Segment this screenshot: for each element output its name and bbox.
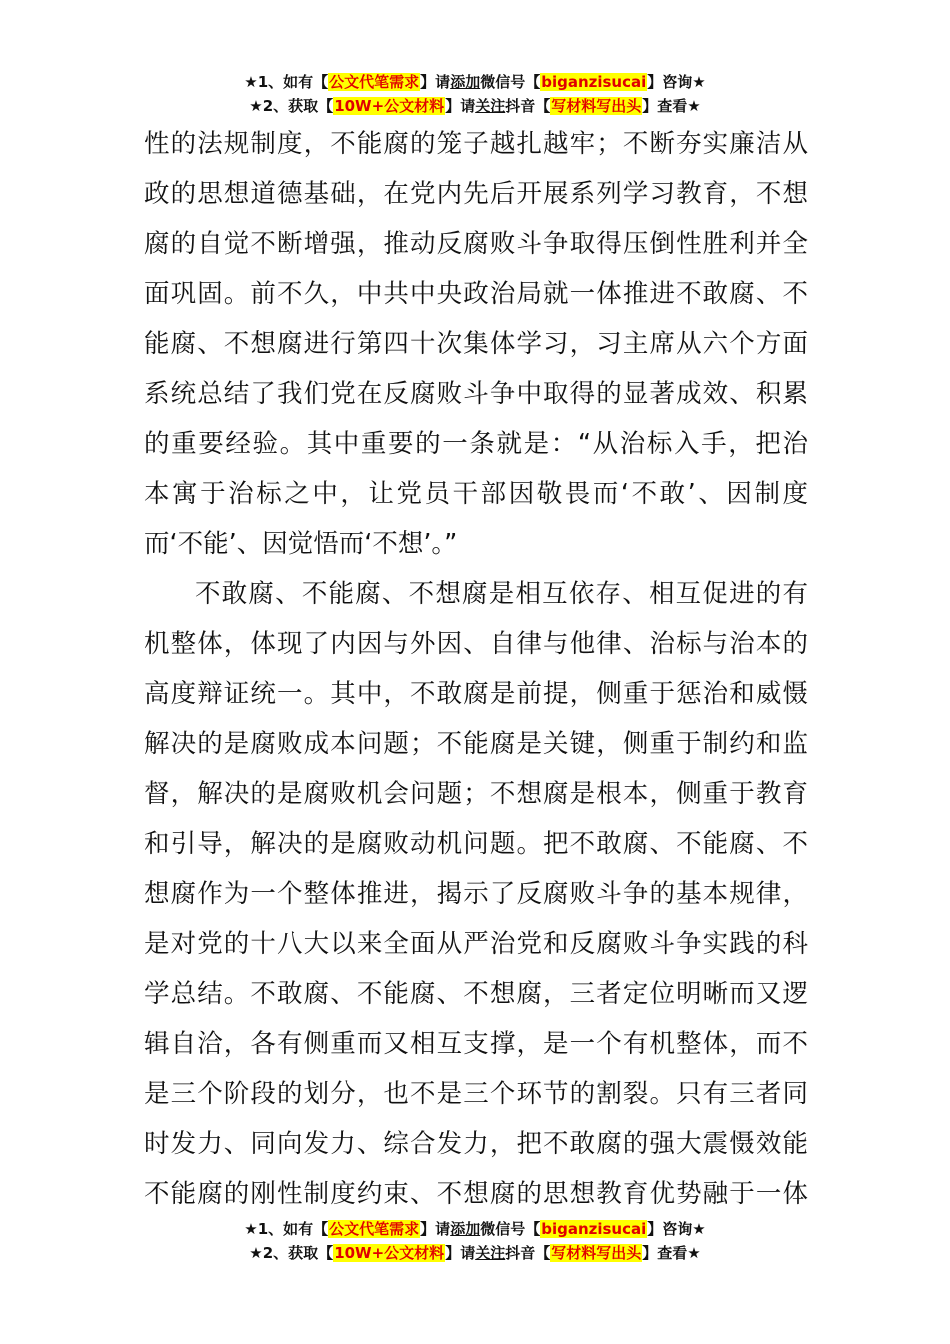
text-line: 督，解决的是腐败机会问题；不想腐是根本，侧重于教育: [144, 779, 808, 809]
text-line: 机整体，体现了内因与外因、自律与他律、治标与治本的: [144, 629, 808, 659]
banner-line-2: ★2、获取【10W+公文材料】请关注抖音【写材料写出头】查看★: [249, 97, 701, 115]
text-line: 学总结。不敢腐、不能腐、不想腐，三者定位明晰而又逻: [144, 979, 808, 1009]
text-line: 不能腐的刚性制度约束、不想腐的思想教育优势融于一体: [144, 1179, 808, 1209]
text-line: 腐的自觉不断增强，推动反腐败斗争取得压倒性胜利并全: [144, 229, 808, 259]
text-line: 高度辩证统一。其中，不敢腐是前提，侧重于惩治和威慑: [144, 679, 808, 709]
header-banner: [0, 70, 950, 118]
text-line: 解决的是腐败成本问题；不能腐是关键，侧重于制约和监: [144, 729, 808, 759]
text-line: 辑自洽，各有侧重而又相互支撑，是一个有机整体，而不: [144, 1029, 808, 1059]
banner-highlight: biganzisucai: [541, 73, 647, 91]
text-line: 和引导，解决的是腐败动机问题。把不敢腐、不能腐、不: [144, 829, 808, 859]
banner-line-2: ★2、获取【10W+公文材料】请关注抖音【写材料写出头】查看★: [249, 1244, 701, 1262]
banner-highlight: 公文代笔需求: [329, 73, 420, 91]
paragraph-start-line: 不敢腐、不能腐、不想腐是相互依存、相互促进的有: [195, 579, 808, 609]
text-line: 系统总结了我们党在反腐败斗争中取得的显著成效、积累: [144, 379, 808, 409]
text-line: 本寓于治标之中，让党员干部因敬畏而‘不敢’、因制度: [144, 479, 808, 509]
banner-highlight: 10W+公文材料: [334, 1244, 445, 1262]
banner-highlight: biganzisucai: [541, 1220, 647, 1238]
banner-line-1: ★1、如有【公文代笔需求】请添加微信号【biganzisucai】咨询★: [244, 1220, 706, 1238]
banner-highlight: 写材料写出头: [551, 1244, 642, 1262]
text-line: 的重要经验。其中重要的一条就是：“从治标入手，把治: [144, 429, 808, 459]
text-line: 而‘不能’、因觉悟而‘不想’。”: [144, 529, 458, 559]
text-line: 性的法规制度，不能腐的笼子越扎越牢；不断夯实廉洁从: [144, 129, 808, 159]
text-line: 时发力、同向发力、综合发力，把不敢腐的强大震慑效能: [144, 1129, 808, 1159]
banner-highlight: 10W+公文材料: [334, 97, 445, 115]
document-body: [144, 119, 808, 1219]
banner-line-1: ★1、如有【公文代笔需求】请添加微信号【biganzisucai】咨询★: [244, 73, 706, 91]
text-line: 是对党的十八大以来全面从严治党和反腐败斗争实践的科: [144, 929, 808, 959]
text-line: 面巩固。前不久，中共中央政治局就一体推进不敢腐、不: [144, 279, 808, 309]
text-line: 政的思想道德基础，在党内先后开展系列学习教育，不想: [144, 179, 808, 209]
text-line: 能腐、不想腐进行第四十次集体学习，习主席从六个方面: [144, 329, 808, 359]
banner-highlight: 写材料写出头: [551, 97, 642, 115]
banner-highlight: 公文代笔需求: [329, 1220, 420, 1238]
text-line: 是三个阶段的划分，也不是三个环节的割裂。只有三者同: [144, 1079, 808, 1109]
footer-banner: [0, 1217, 950, 1265]
text-line: 想腐作为一个整体推进，揭示了反腐败斗争的基本规律，: [144, 879, 808, 909]
